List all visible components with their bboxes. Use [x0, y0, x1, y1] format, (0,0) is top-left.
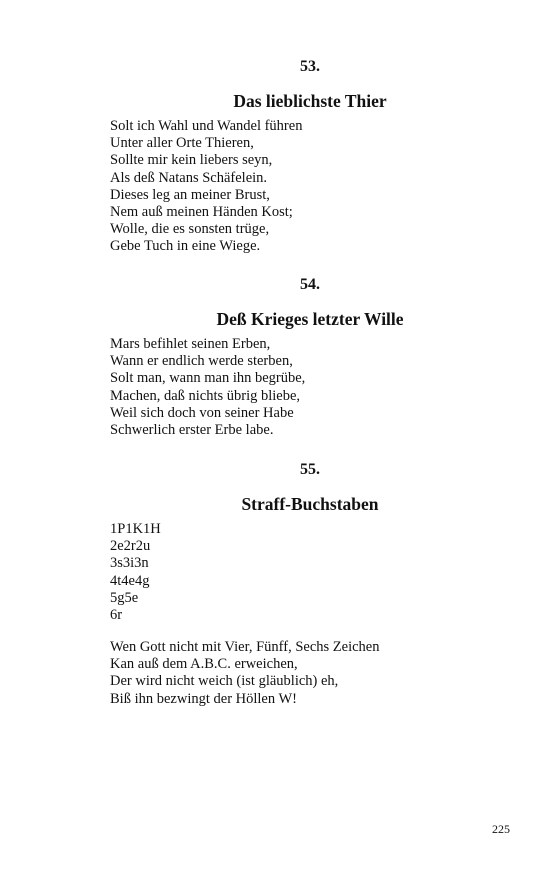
poem-55-letter-code: [110, 521, 510, 624]
verse-line: Nem auß meinen Händen Kost;: [110, 204, 293, 221]
poem-54-title: Deß Krieges letzter Wille: [216, 309, 404, 329]
verse-line: Mars befihlet seinen Erben,: [110, 336, 271, 352]
code-line: 4t4e4g: [110, 572, 150, 589]
verse-line: Als deß Natans Schäfelein.: [110, 169, 268, 186]
poem-55-verse: [110, 639, 510, 708]
page-number: 225: [492, 822, 510, 836]
poem-55-title: Straff-Buchstaben: [241, 494, 379, 514]
book-page: [110, 0, 510, 880]
verse-line: Weil sich doch von seiner Habe: [110, 404, 294, 421]
verse-line: Gebe Tuch in eine Wiege.: [110, 238, 261, 255]
verse-line: Solt man, wann man ihn begrübe,: [110, 370, 306, 387]
code-line: 2e2r2u: [110, 538, 151, 555]
verse-line: Wolle, die es sonsten trüge,: [110, 221, 270, 238]
verse-line: Unter aller Orte Thieren,: [110, 135, 254, 152]
verse-line: Der wird nicht weich (ist gläublich) eh,: [110, 673, 339, 690]
code-line: 6r: [110, 607, 123, 624]
verse-line: Schwerlich erster Erbe labe.: [110, 422, 274, 439]
verse-line: Solt ich Wahl und Wandel führen: [110, 118, 303, 134]
verse-line: Kan auß dem A.B.C. erweichen,: [110, 656, 298, 673]
verse-line: Sollte mir kein liebers seyn,: [110, 152, 273, 169]
code-line: 5g5e: [110, 589, 139, 606]
poem-54-number: 54.: [300, 276, 320, 293]
verse-line: Wen Gott nicht mit Vier, Fünff, Sechs Zeichen: [110, 639, 380, 655]
poem-53-number: 53.: [300, 58, 320, 75]
verse-line: Biß ihn bezwingt der Höllen W!: [110, 690, 297, 707]
poem-53-verse: [110, 118, 510, 256]
verse-line: Wann er endlich werde sterben,: [110, 353, 293, 370]
poem-55-number: 55.: [300, 461, 320, 478]
poem-54-verse: [110, 336, 510, 439]
code-line: 3s3i3n: [110, 555, 149, 572]
verse-line: Machen, daß nichts übrig bliebe,: [110, 387, 301, 404]
code-line: 1P1K1H: [110, 521, 161, 537]
poem-53-title: Das lieblichste Thier: [233, 91, 387, 111]
verse-line: Dieses leg an meiner Brust,: [110, 186, 270, 203]
